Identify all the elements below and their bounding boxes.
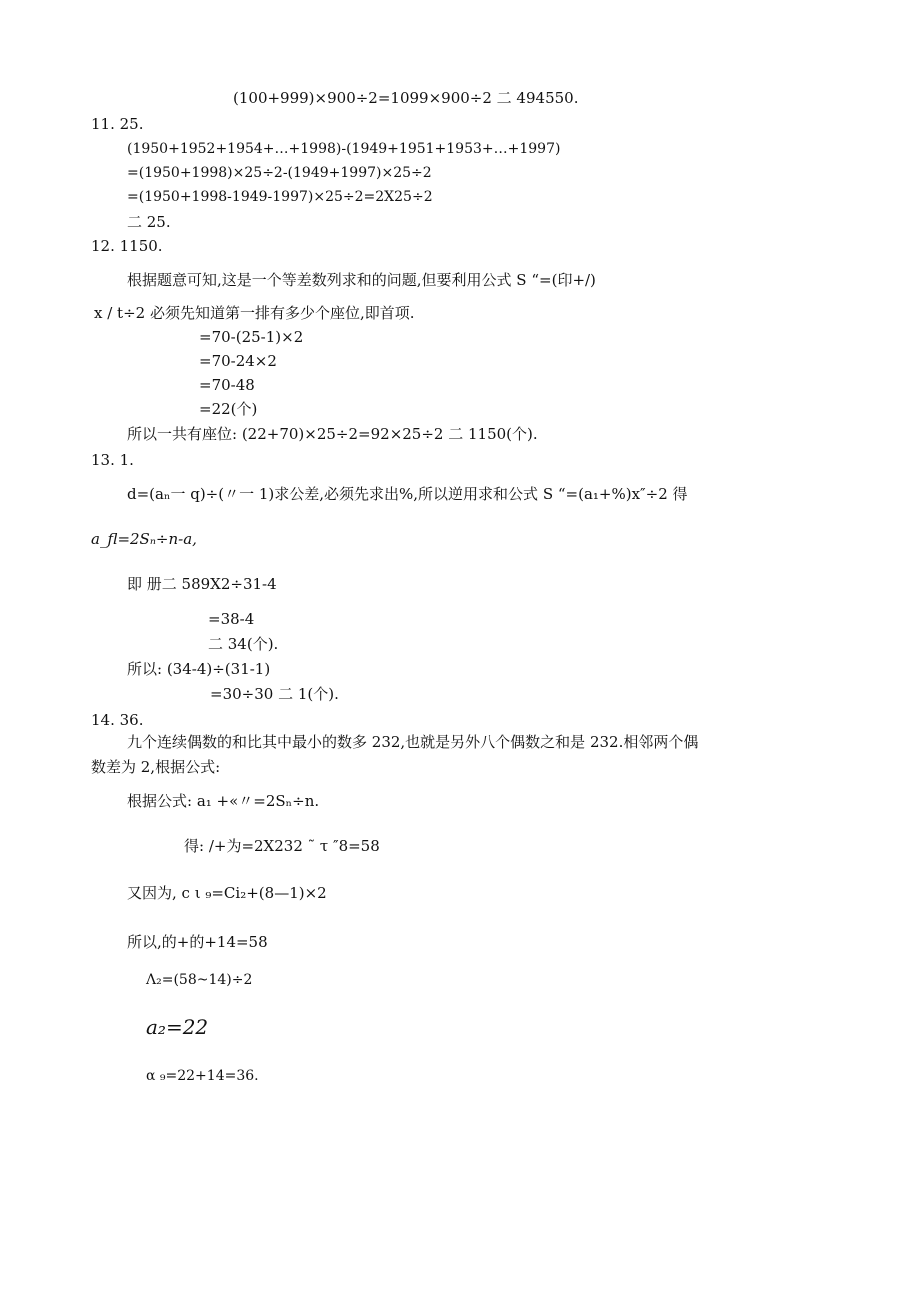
text-line: x / t÷2 必须先知道第一排有多少个座位,即首项. bbox=[94, 304, 415, 322]
formula-line: a_fl=2Sₙ÷n-a, bbox=[91, 530, 197, 548]
problem-number-11: 11. 25. bbox=[91, 115, 144, 133]
text-line: =70-24×2 bbox=[199, 352, 277, 370]
text-line: =(1950+1998-1949-1997)×25÷2=2X25÷2 bbox=[127, 189, 433, 205]
problem-number-14: 14. 36. bbox=[91, 711, 144, 729]
text-line: =70-48 bbox=[199, 376, 255, 394]
text-line: =38-4 bbox=[208, 610, 255, 628]
text-line: =(1950+1998)×25÷2-(1949+1997)×25÷2 bbox=[127, 165, 432, 181]
formula-line: 又因为, c ι ₉=Ci₂+(8—1)×2 bbox=[127, 884, 327, 902]
text-line: (100+999)×900÷2=1099×900÷2 二 494550. bbox=[233, 89, 579, 107]
problem-number-12: 12. 1150. bbox=[91, 237, 163, 255]
problem-number-13: 13. 1. bbox=[91, 451, 134, 469]
text-line: 所以一共有座位: (22+70)×25÷2=92×25÷2 二 1150(个). bbox=[127, 425, 538, 443]
text-line: =30÷30 二 1(个). bbox=[210, 685, 339, 703]
text-line: (1950+1952+1954+…+1998)-(1949+1951+1953+…+1997) bbox=[127, 141, 561, 157]
formula-line: α ₉=22+14=36. bbox=[146, 1068, 259, 1084]
text-line: 二 34(个). bbox=[208, 635, 279, 653]
formula-line: 得: /+为=2X232 ˜ τ ″8=58 bbox=[184, 837, 380, 855]
formula-line: 根据公式: a₁ +«〃=2Sₙ÷n. bbox=[127, 792, 320, 810]
text-line: d=(aₙ一 q)÷(〃一 1)求公差,必须先求出%,所以逆用求和公式 S “=(a₁+%)x″÷2 得 bbox=[127, 485, 688, 503]
text-line: 九个连续偶数的和比其中最小的数多 232,也就是另外八个偶数之和是 232.相邻两个偶 bbox=[127, 733, 699, 751]
formula-line: a₂=22 bbox=[146, 1015, 209, 1039]
text-line: 根据题意可知,这是一个等差数列求和的问题,但要利用公式 S “=(印+/) bbox=[127, 271, 596, 289]
text-line: 二 25. bbox=[127, 213, 171, 231]
text-line: =70-(25-1)×2 bbox=[199, 328, 304, 346]
text-line: 即 册二 589X2÷31-4 bbox=[127, 575, 277, 593]
text-line: =22(个) bbox=[199, 400, 258, 418]
formula-line: Λ₂=(58~14)÷2 bbox=[146, 972, 253, 988]
formula-line: 所以,的+的+14=58 bbox=[127, 933, 268, 951]
text-line: 数差为 2,根据公式: bbox=[91, 758, 221, 776]
text-line: 所以: (34-4)÷(31-1) bbox=[127, 660, 271, 678]
